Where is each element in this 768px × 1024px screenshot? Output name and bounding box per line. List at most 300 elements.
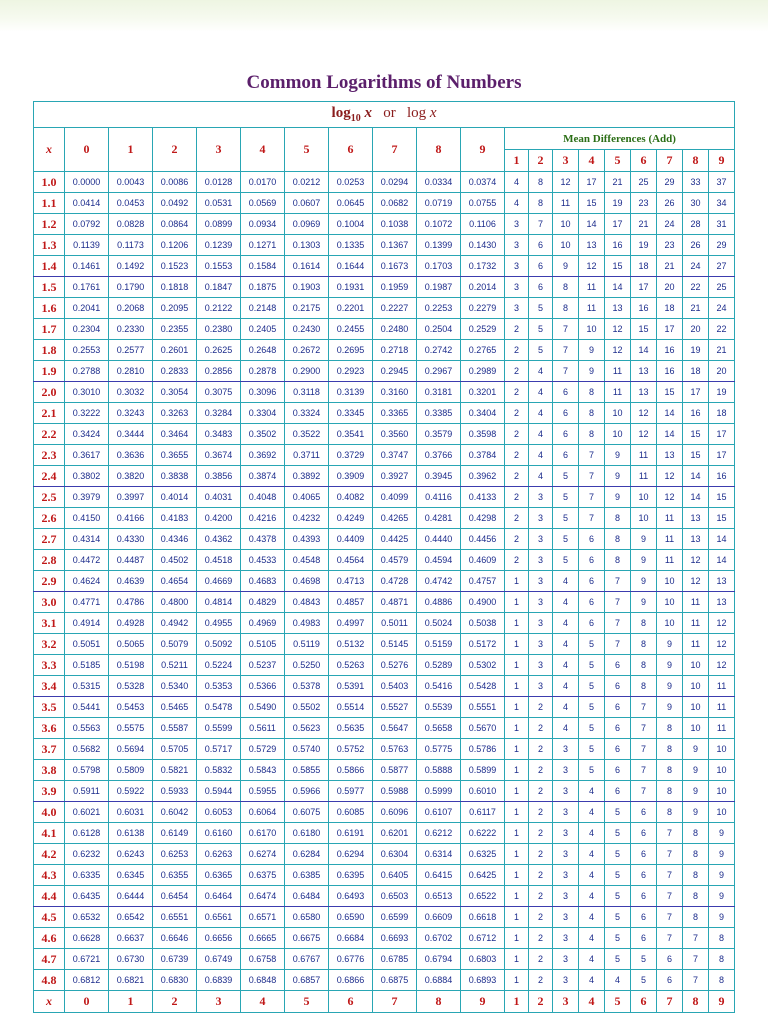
mean-diff-cell: 1	[505, 865, 529, 886]
log-value-cell: 0.2601	[153, 340, 197, 361]
log-value-cell: 0.3010	[65, 382, 109, 403]
log-value-cell: 0.2355	[153, 319, 197, 340]
mean-diff-cell: 8	[631, 655, 657, 676]
log-value-cell: 0.3345	[329, 403, 373, 424]
row-x-value: 3.3	[34, 655, 65, 676]
mean-diff-cell: 19	[709, 382, 735, 403]
log-value-cell: 0.1644	[329, 256, 373, 277]
mean-diff-cell: 12	[579, 256, 605, 277]
mean-diff-cell: 26	[657, 193, 683, 214]
mean-diff-cell: 1	[505, 802, 529, 823]
log-value-cell: 0.1335	[329, 235, 373, 256]
column-header-9: 9	[461, 128, 505, 172]
row-x-value: 3.5	[34, 697, 65, 718]
log-value-cell: 0.0414	[65, 193, 109, 214]
column-footer-3: 3	[197, 991, 241, 1013]
log-value-cell: 0.4362	[197, 529, 241, 550]
mean-diff-cell: 4	[553, 676, 579, 697]
log-value-cell: 0.5821	[153, 760, 197, 781]
log-value-cell: 0.5563	[65, 718, 109, 739]
log-value-cell: 0.4757	[461, 571, 505, 592]
mean-diff-cell: 8	[579, 424, 605, 445]
log-value-cell: 0.6031	[109, 802, 153, 823]
log-value-cell: 0.0294	[373, 172, 417, 193]
log-value-cell: 0.3617	[65, 445, 109, 466]
log-value-cell: 0.5038	[461, 613, 505, 634]
mean-diff-cell: 7	[631, 739, 657, 760]
mean-diff-cell: 19	[605, 193, 631, 214]
log-value-cell: 0.2041	[65, 298, 109, 319]
mean-diff-cell: 4	[529, 361, 553, 382]
log-value-cell: 0.5119	[285, 634, 329, 655]
log-value-cell: 0.3181	[417, 382, 461, 403]
mean-diff-cell: 7	[683, 970, 709, 991]
mean-diff-cell: 1	[505, 907, 529, 928]
mean-diff-cell: 6	[605, 760, 631, 781]
mean-diff-footer-6: 6	[631, 991, 657, 1013]
mean-diff-cell: 3	[505, 277, 529, 298]
table-row	[34, 592, 735, 613]
log-value-cell: 0.2227	[373, 298, 417, 319]
table-row	[34, 361, 735, 382]
row-x-value: 2.1	[34, 403, 65, 424]
mean-diff-cell: 5	[605, 949, 631, 970]
mean-diff-cell: 22	[709, 319, 735, 340]
mean-diff-cell: 3	[529, 508, 553, 529]
mean-diff-cell: 5	[529, 340, 553, 361]
mean-diff-cell: 27	[709, 256, 735, 277]
log-value-cell: 0.1206	[153, 235, 197, 256]
log-value-cell: 0.2810	[109, 361, 153, 382]
mean-diff-cell: 6	[579, 571, 605, 592]
column-header-2: 2	[153, 128, 197, 172]
mean-diff-cell: 7	[553, 319, 579, 340]
log-value-cell: 0.5378	[285, 676, 329, 697]
mean-diff-cell: 9	[709, 844, 735, 865]
mean-diff-cell: 4	[579, 865, 605, 886]
mean-diff-cell: 1	[505, 676, 529, 697]
mean-diff-cell: 5	[553, 550, 579, 571]
mean-diff-cell: 7	[529, 214, 553, 235]
log-value-cell: 0.6415	[417, 865, 461, 886]
log-value-cell: 0.6785	[373, 949, 417, 970]
log-value-cell: 0.4698	[285, 571, 329, 592]
mean-diff-cell: 6	[605, 697, 631, 718]
mean-diff-cell: 8	[605, 508, 631, 529]
mean-diff-cell: 9	[631, 529, 657, 550]
log-value-cell: 0.1703	[417, 256, 461, 277]
log-value-cell: 0.5740	[285, 739, 329, 760]
table-row	[34, 172, 735, 193]
mean-diff-cell: 3	[553, 928, 579, 949]
log-value-cell: 0.6180	[285, 823, 329, 844]
mean-diff-column-9: 9	[709, 150, 735, 172]
mean-diff-cell: 21	[657, 256, 683, 277]
mean-diff-cell: 9	[553, 256, 579, 277]
mean-diff-cell: 5	[553, 466, 579, 487]
mean-diff-cell: 6	[579, 613, 605, 634]
mean-diff-cell: 8	[553, 298, 579, 319]
mean-diff-column-6: 6	[631, 150, 657, 172]
mean-diff-cell: 2	[529, 844, 553, 865]
mean-diff-cell: 3	[505, 235, 529, 256]
mean-diff-cell: 10	[657, 592, 683, 613]
subtitle-base: 10	[350, 113, 361, 124]
log-value-cell: 0.4654	[153, 571, 197, 592]
mean-diff-column-1: 1	[505, 150, 529, 172]
log-value-cell: 0.6314	[417, 844, 461, 865]
mean-diff-cell: 7	[605, 571, 631, 592]
mean-diff-cell: 9	[631, 592, 657, 613]
mean-diff-cell: 9	[709, 907, 735, 928]
mean-diff-cell: 2	[529, 886, 553, 907]
log-value-cell: 0.5465	[153, 697, 197, 718]
mean-diff-cell: 4	[529, 445, 553, 466]
mean-diff-cell: 5	[529, 298, 553, 319]
row-x-value: 2.4	[34, 466, 65, 487]
mean-diff-cell: 12	[683, 550, 709, 571]
mean-diff-cell: 5	[631, 970, 657, 991]
mean-diff-cell: 7	[657, 886, 683, 907]
log-value-cell: 0.3820	[109, 466, 153, 487]
mean-diff-cell: 18	[631, 256, 657, 277]
log-value-cell: 0.0792	[65, 214, 109, 235]
mean-diff-cell: 14	[657, 403, 683, 424]
mean-diff-cell: 31	[709, 214, 735, 235]
log-value-cell: 0.3560	[373, 424, 417, 445]
footer-header-row	[34, 991, 735, 1013]
log-value-cell: 0.4548	[285, 550, 329, 571]
mean-diff-cell: 11	[605, 382, 631, 403]
mean-diff-cell: 18	[683, 361, 709, 382]
mean-diff-footer-2: 2	[529, 991, 553, 1013]
log-value-cell: 0.3118	[285, 382, 329, 403]
log-value-cell: 0.3243	[109, 403, 153, 424]
mean-diff-cell: 11	[605, 361, 631, 382]
log-value-cell: 0.3032	[109, 382, 153, 403]
mean-diff-cell: 9	[631, 550, 657, 571]
log-value-cell: 0.6848	[241, 970, 285, 991]
log-value-cell: 0.5705	[153, 739, 197, 760]
mean-diff-cell: 5	[553, 508, 579, 529]
log-value-cell: 0.5198	[109, 655, 153, 676]
subtitle-log: log	[406, 105, 427, 121]
mean-diff-cell: 4	[605, 970, 631, 991]
mean-diff-cell: 2	[529, 823, 553, 844]
mean-diff-cell: 8	[631, 613, 657, 634]
log-value-cell: 0.3365	[373, 403, 417, 424]
row-x-value: 3.1	[34, 613, 65, 634]
log-value-cell: 0.3636	[109, 445, 153, 466]
log-value-cell: 0.6721	[65, 949, 109, 970]
mean-diff-cell: 2	[505, 382, 529, 403]
mean-diff-cell: 3	[553, 865, 579, 886]
log-value-cell: 0.6551	[153, 907, 197, 928]
mean-diff-cell: 1	[505, 760, 529, 781]
log-value-cell: 0.0043	[109, 172, 153, 193]
mean-diff-cell: 10	[631, 508, 657, 529]
mean-diff-cell: 6	[631, 844, 657, 865]
mean-diff-cell: 29	[709, 235, 735, 256]
log-value-cell: 0.3802	[65, 466, 109, 487]
mean-diff-cell: 6	[553, 382, 579, 403]
mean-diff-cell: 10	[579, 319, 605, 340]
mean-diff-cell: 21	[631, 214, 657, 235]
mean-diff-cell: 6	[605, 676, 631, 697]
log-value-cell: 0.1790	[109, 277, 153, 298]
log-value-cell: 0.4886	[417, 592, 461, 613]
log-value-cell: 0.6656	[197, 928, 241, 949]
mean-diff-cell: 25	[709, 277, 735, 298]
log-value-cell: 0.4713	[329, 571, 373, 592]
log-value-cell: 0.3579	[417, 424, 461, 445]
mean-diff-cell: 6	[579, 592, 605, 613]
log-value-cell: 0.6021	[65, 802, 109, 823]
mean-diff-cell: 10	[657, 613, 683, 634]
log-value-cell: 0.1931	[329, 277, 373, 298]
log-value-cell: 0.5599	[197, 718, 241, 739]
log-value-cell: 0.1761	[65, 277, 109, 298]
log-value-cell: 0.6425	[461, 865, 505, 886]
table-row	[34, 508, 735, 529]
table-row	[34, 403, 735, 424]
log-value-cell: 0.2380	[197, 319, 241, 340]
log-value-cell: 0.3945	[417, 466, 461, 487]
log-value-cell: 0.1732	[461, 256, 505, 277]
log-value-cell: 0.5453	[109, 697, 153, 718]
mean-diff-cell: 16	[683, 403, 709, 424]
mean-diff-cell: 4	[579, 970, 605, 991]
mean-diff-cell: 3	[505, 298, 529, 319]
mean-diff-cell: 3	[529, 550, 553, 571]
log-value-cell: 0.4014	[153, 487, 197, 508]
log-value-cell: 0.5224	[197, 655, 241, 676]
mean-diff-cell: 6	[631, 865, 657, 886]
row-x-value: 2.6	[34, 508, 65, 529]
log-value-cell: 0.6739	[153, 949, 197, 970]
subtitle-var1: x	[364, 105, 372, 121]
mean-diff-cell: 14	[709, 550, 735, 571]
log-value-cell: 0.4487	[109, 550, 153, 571]
log-value-cell: 0.5237	[241, 655, 285, 676]
log-value-cell: 0.4378	[241, 529, 285, 550]
log-value-cell: 0.1492	[109, 256, 153, 277]
log-value-cell: 0.2430	[285, 319, 329, 340]
log-value-cell: 0.6149	[153, 823, 197, 844]
log-value-cell: 0.4857	[329, 592, 373, 613]
mean-diff-cell: 6	[605, 781, 631, 802]
column-header-5: 5	[285, 128, 329, 172]
row-x-value: 2.3	[34, 445, 65, 466]
log-value-cell: 0.5635	[329, 718, 373, 739]
log-table	[33, 101, 735, 1013]
log-value-cell: 0.3201	[461, 382, 505, 403]
log-value-cell: 0.6053	[197, 802, 241, 823]
mean-diff-cell: 2	[529, 865, 553, 886]
mean-diff-footer-7: 7	[657, 991, 683, 1013]
log-value-cell: 0.5539	[417, 697, 461, 718]
mean-diff-cell: 6	[553, 445, 579, 466]
log-value-cell: 0.0569	[241, 193, 285, 214]
mean-diff-cell: 3	[505, 214, 529, 235]
mean-diff-cell: 12	[709, 655, 735, 676]
log-value-cell: 0.6693	[373, 928, 417, 949]
mean-diff-cell: 1	[505, 970, 529, 991]
mean-diff-cell: 3	[529, 571, 553, 592]
log-value-cell: 0.5105	[241, 634, 285, 655]
log-value-cell: 0.5911	[65, 781, 109, 802]
mean-diff-cell: 6	[529, 277, 553, 298]
mean-diff-cell: 2	[529, 697, 553, 718]
mean-diff-cell: 12	[657, 466, 683, 487]
row-x-value: 4.1	[34, 823, 65, 844]
log-value-cell: 0.0170	[241, 172, 285, 193]
log-value-cell: 0.6138	[109, 823, 153, 844]
log-value-cell: 0.3784	[461, 445, 505, 466]
mean-diff-cell: 8	[683, 844, 709, 865]
log-value-cell: 0.0128	[197, 172, 241, 193]
mean-diff-cell: 5	[605, 928, 631, 949]
log-value-cell: 0.1367	[373, 235, 417, 256]
log-value-cell: 0.4683	[241, 571, 285, 592]
log-value-cell: 0.2068	[109, 298, 153, 319]
row-x-value: 4.3	[34, 865, 65, 886]
mean-diff-cell: 7	[683, 928, 709, 949]
table-row	[34, 214, 735, 235]
log-value-cell: 0.2577	[109, 340, 153, 361]
log-value-cell: 0.6385	[285, 865, 329, 886]
log-value-cell: 0.6375	[241, 865, 285, 886]
table-row	[34, 529, 735, 550]
log-value-cell: 0.2989	[461, 361, 505, 382]
mean-diff-cell: 6	[631, 802, 657, 823]
row-x-value: 2.5	[34, 487, 65, 508]
log-value-cell: 0.4065	[285, 487, 329, 508]
log-value-cell: 0.4048	[241, 487, 285, 508]
log-value-cell: 0.5775	[417, 739, 461, 760]
mean-diff-cell: 8	[529, 193, 553, 214]
page-title: Common Logarithms of Numbers	[246, 72, 522, 93]
mean-diff-cell: 3	[553, 949, 579, 970]
mean-diff-cell: 7	[579, 508, 605, 529]
mean-diff-cell: 3	[553, 739, 579, 760]
log-value-cell: 0.6335	[65, 865, 109, 886]
mean-diff-cell: 2	[505, 361, 529, 382]
mean-diff-cell: 7	[657, 907, 683, 928]
log-value-cell: 0.6325	[461, 844, 505, 865]
log-value-cell: 0.5752	[329, 739, 373, 760]
mean-diff-cell: 17	[579, 172, 605, 193]
mean-diff-cell: 6	[553, 403, 579, 424]
mean-diff-column-7: 7	[657, 150, 683, 172]
mean-diff-footer-8: 8	[683, 991, 709, 1013]
mean-diff-cell: 4	[553, 718, 579, 739]
table-row	[34, 928, 735, 949]
log-value-cell: 0.0607	[285, 193, 329, 214]
mean-diff-cell: 11	[709, 718, 735, 739]
log-value-cell: 0.6599	[373, 907, 417, 928]
log-value-cell: 0.4518	[197, 550, 241, 571]
log-value-cell: 0.4314	[65, 529, 109, 550]
log-value-cell: 0.2833	[153, 361, 197, 382]
table-row	[34, 298, 735, 319]
log-value-cell: 0.5729	[241, 739, 285, 760]
mean-diff-cell: 9	[683, 802, 709, 823]
log-value-cell: 0.0334	[417, 172, 461, 193]
log-value-cell: 0.4579	[373, 550, 417, 571]
mean-diff-cell: 11	[579, 298, 605, 319]
mean-diff-cell: 7	[579, 466, 605, 487]
log-value-cell: 0.1523	[153, 256, 197, 277]
log-value-cell: 0.5391	[329, 676, 373, 697]
mean-diff-cell: 9	[605, 445, 631, 466]
mean-diff-cell: 5	[579, 676, 605, 697]
log-value-cell: 0.2253	[417, 298, 461, 319]
mean-diff-cell: 10	[709, 781, 735, 802]
log-value-cell: 0.3096	[241, 382, 285, 403]
mean-diff-cell: 6	[605, 739, 631, 760]
log-value-cell: 0.0453	[109, 193, 153, 214]
mean-diff-cell: 9	[709, 865, 735, 886]
mean-diff-cell: 4	[553, 571, 579, 592]
log-value-cell: 0.5051	[65, 634, 109, 655]
column-header-8: 8	[417, 128, 461, 172]
mean-diff-cell: 4	[529, 466, 553, 487]
row-x-value: 4.7	[34, 949, 65, 970]
row-x-value: 4.5	[34, 907, 65, 928]
x-column-header: x	[34, 128, 65, 172]
mean-diff-cell: 17	[683, 382, 709, 403]
log-value-cell: 0.5315	[65, 676, 109, 697]
row-x-value: 3.8	[34, 760, 65, 781]
mean-diff-cell: 5	[579, 697, 605, 718]
log-value-cell: 0.1673	[373, 256, 417, 277]
log-value-cell: 0.4183	[153, 508, 197, 529]
column-footer-5: 5	[285, 991, 329, 1013]
mean-diff-cell: 7	[553, 361, 579, 382]
table-row	[34, 676, 735, 697]
log-value-cell: 0.5587	[153, 718, 197, 739]
log-value-cell: 0.2330	[109, 319, 153, 340]
log-value-cell: 0.6170	[241, 823, 285, 844]
log-value-cell: 0.6857	[285, 970, 329, 991]
mean-diff-cell: 3	[553, 802, 579, 823]
log-value-cell: 0.4942	[153, 613, 197, 634]
mean-diff-cell: 4	[505, 193, 529, 214]
mean-diff-cell: 11	[553, 193, 579, 214]
log-value-cell: 0.6253	[153, 844, 197, 865]
log-value-cell: 0.4456	[461, 529, 505, 550]
log-value-cell: 0.6618	[461, 907, 505, 928]
mean-diff-cell: 8	[529, 172, 553, 193]
mean-diff-cell: 2	[505, 424, 529, 445]
log-value-cell: 0.0755	[461, 193, 505, 214]
mean-diff-cell: 5	[579, 760, 605, 781]
log-value-cell: 0.6096	[373, 802, 417, 823]
log-value-cell: 0.6702	[417, 928, 461, 949]
log-value-cell: 0.5428	[461, 676, 505, 697]
mean-diff-cell: 4	[579, 928, 605, 949]
log-value-cell: 0.3747	[373, 445, 417, 466]
mean-diff-cell: 4	[579, 949, 605, 970]
mean-diff-cell: 4	[579, 907, 605, 928]
log-value-cell: 0.4281	[417, 508, 461, 529]
log-value-cell: 0.6758	[241, 949, 285, 970]
mean-diff-cell: 2	[505, 487, 529, 508]
mean-diff-cell: 11	[709, 676, 735, 697]
mean-diff-cell: 20	[683, 319, 709, 340]
mean-diff-cell: 14	[709, 529, 735, 550]
